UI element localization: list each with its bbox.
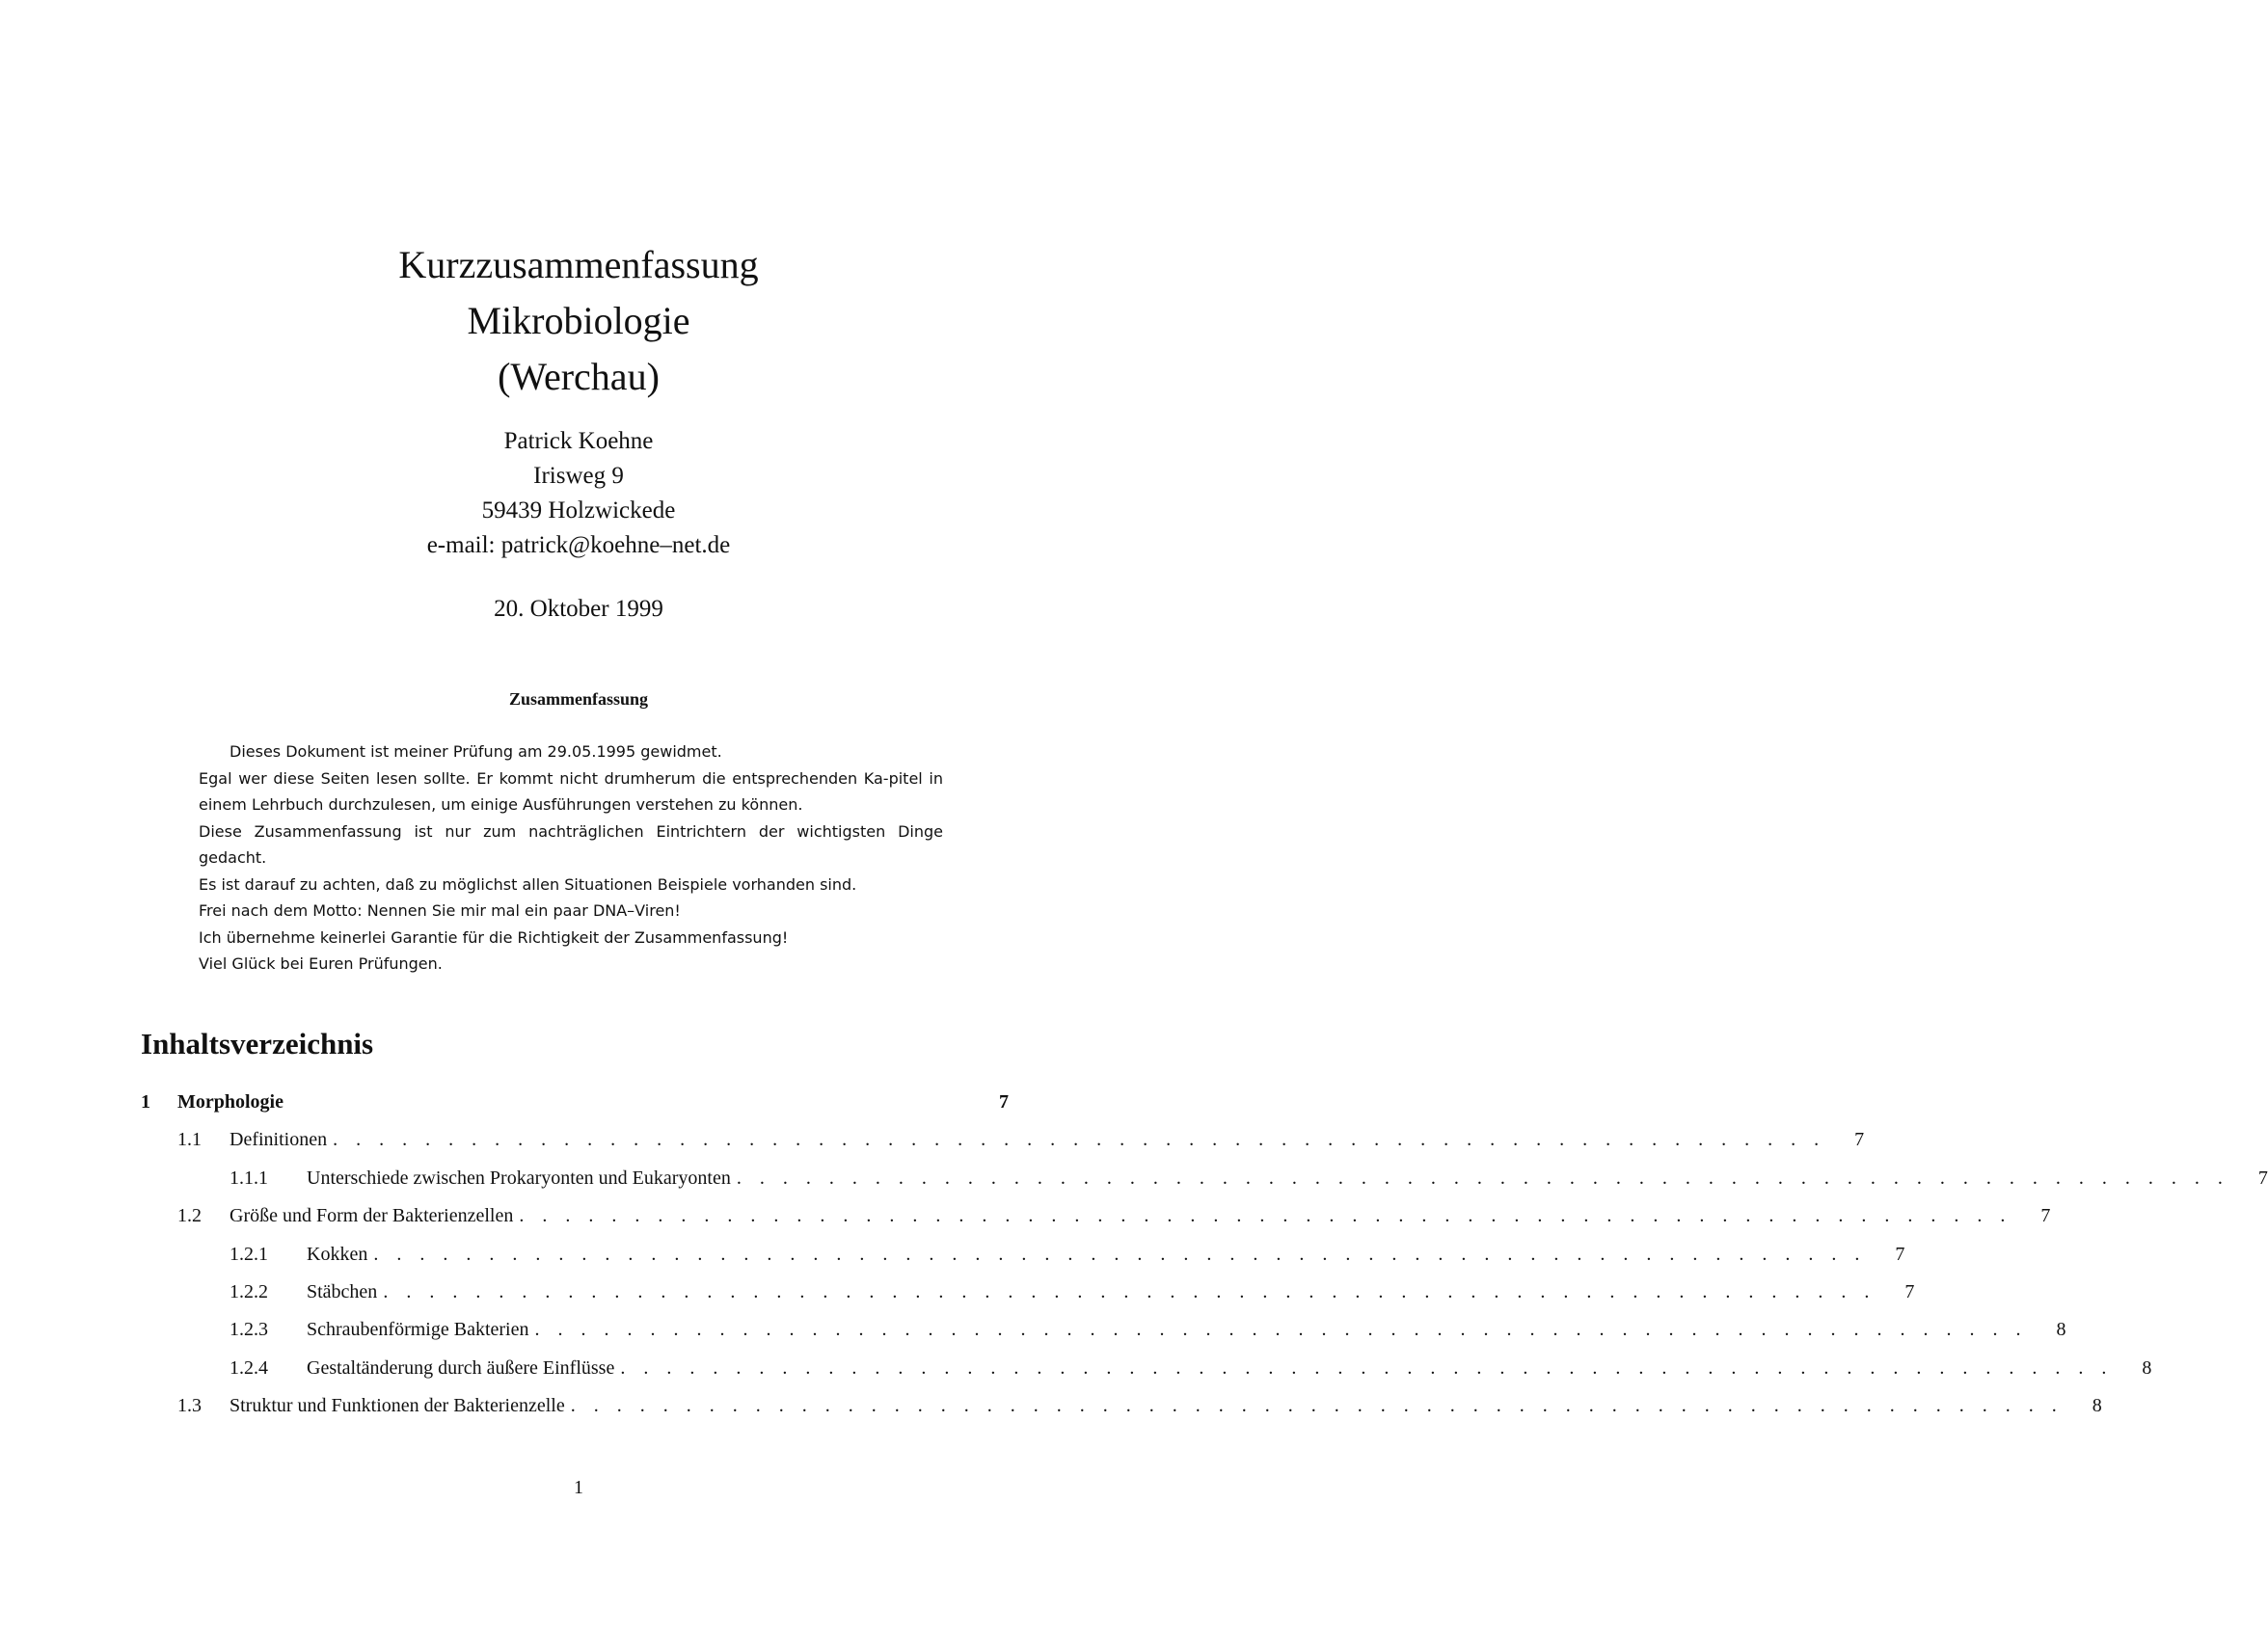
toc-entry-title: Stäbchen [307, 1281, 383, 1303]
toc-dot-leader: . . . . . . . . . . . . . . . . . . . . . . . . . . . . . . . . . . . . . . . . . . . . . . . . . . . . . . . . . . . . . . . . . [534, 1319, 2028, 1341]
toc-entry[interactable] [141, 1280, 1915, 1319]
toc-dot-leader: . . . . . . . . . . . . . . . . . . . . . . . . . . . . . . . . . . . . . . . . . . . . . . . . . . . . . . . . . . . . . . . . . [519, 1205, 2012, 1227]
abstract [199, 738, 943, 978]
toc-entry-page: 7 [2257, 1167, 2268, 1189]
toc-entry-page: 7 [1854, 1129, 1865, 1151]
toc-entry-title: Kokken [307, 1244, 373, 1266]
toc-entry-number: 1 [141, 1091, 150, 1113]
toc-entry-number: 1.2 [177, 1205, 202, 1227]
toc-entry-title: Unterschiede zwischen Prokaryonten und Eukaryonten [307, 1167, 737, 1190]
toc-entry[interactable] [141, 1395, 2102, 1433]
toc-entry-number: 1.2.2 [230, 1280, 268, 1302]
toc-entry-number: 1.2.3 [230, 1319, 268, 1341]
toc-entry-number: 1.2.4 [230, 1356, 268, 1379]
abstract-heading: Zusammenfassung [508, 689, 649, 709]
toc-entry-page: 8 [2092, 1395, 2102, 1417]
toc-entry-number: 1.1 [177, 1129, 202, 1151]
author-email: e-mail: patrick@koehne–net.de [426, 532, 731, 558]
abstract-line: Viel Glück bei Euren Prüfungen. [199, 954, 443, 973]
toc-entry-page: 7 [1904, 1280, 1915, 1302]
toc-entry[interactable] [141, 1167, 2268, 1205]
toc-entry-page: 7 [2040, 1205, 2051, 1227]
toc-entry-number: 1.3 [177, 1395, 202, 1417]
abstract-line: Egal wer diese Seiten lesen sollte. Er kommt nicht drumherum die entsprechenden Ka-pitel in einem Lehrbuch durchzulesen, um einige Ausführungen verstehen zu können. [199, 768, 943, 814]
toc-entry-title: Definitionen [230, 1129, 333, 1151]
toc-entry[interactable] [141, 1091, 1009, 1129]
toc-dot-leader: . . . . . . . . . . . . . . . . . . . . . . . . . . . . . . . . . . . . . . . . . . . . . . . . . . . . . . . . . . . . . . . . . [620, 1356, 2114, 1379]
toc-entry-page: 8 [2056, 1319, 2066, 1341]
page-number: 1 [574, 1477, 583, 1498]
toc-entry-page: 8 [2142, 1356, 2152, 1379]
title-line-3: (Werchau) [498, 355, 660, 398]
toc-entry-title: Größe und Form der Bakterienzellen [230, 1205, 519, 1227]
author-city: 59439 Holzwickede [481, 497, 676, 523]
toc-entry-number: 1.2.1 [230, 1243, 268, 1265]
document-title [0, 237, 1157, 405]
abstract-line: Es ist darauf zu achten, daß zu möglichst allen Situationen Beispiele vorhanden sind. [199, 874, 857, 894]
toc-entry-page: 7 [1895, 1243, 1905, 1265]
table-of-contents [141, 1091, 2268, 1434]
abstract-line: Diese Zusammenfassung ist nur zum nachträglichen Eintrichtern der wichtigsten Dinge gedacht. [199, 821, 943, 867]
toc-entry-title: Schraubenförmige Bakterien [307, 1319, 534, 1341]
toc-dot-leader: . . . . . . . . . . . . . . . . . . . . . . . . . . . . . . . . . . . . . . . . . . . . . . . . . . . . . . . . . . . . . . . . . [570, 1395, 2064, 1417]
abstract-line: Ich übernehme keinerlei Garantie für die Richtigkeit der Zusammenfassung! [199, 927, 789, 947]
author-block [0, 424, 1157, 563]
author-name: Patrick Koehne [503, 428, 654, 454]
toc-entry[interactable] [141, 1129, 1865, 1167]
toc-entry[interactable] [141, 1356, 2152, 1395]
abstract-line: Frei nach dem Motto: Nennen Sie mir mal ein paar DNA–Viren! [199, 901, 681, 920]
abstract-line: Dieses Dokument ist meiner Prüfung am 29.05.1995 gewidmet. [230, 742, 722, 761]
toc-dot-leader: . . . . . . . . . . . . . . . . . . . . . . . . . . . . . . . . . . . . . . . . . . . . . . . . . . . . . . . . . . . . . . . . . [383, 1280, 1876, 1302]
toc-entry-number: 1.1.1 [230, 1167, 268, 1189]
toc-dot-leader: . . . . . . . . . . . . . . . . . . . . . . . . . . . . . . . . . . . . . . . . . . . . . . . . . . . . . . . . . . . . . . . . . [736, 1167, 2229, 1189]
toc-entry-title: Struktur und Funktionen der Bakterienzelle [230, 1395, 571, 1417]
toc-entry-title: Morphologie [177, 1091, 289, 1114]
document-date: 20. Oktober 1999 [494, 596, 663, 622]
toc-dot-leader: . . . . . . . . . . . . . . . . . . . . . . . . . . . . . . . . . . . . . . . . . . . . . . . . . . . . . . . . . . . . . . . . . [373, 1243, 1867, 1265]
toc-heading: Inhaltsverzeichnis [141, 1027, 374, 1060]
title-line-2: Mikrobiologie [467, 299, 690, 342]
toc-entry[interactable] [141, 1243, 1905, 1281]
toc-entry-page: 7 [999, 1091, 1009, 1113]
toc-entry-title: Gestaltänderung durch äußere Einflüsse [307, 1357, 620, 1380]
title-line-1: Kurzzusammenfassung [398, 243, 759, 286]
author-street: Irisweg 9 [533, 463, 624, 489]
toc-entry[interactable] [141, 1205, 2051, 1243]
toc-entry[interactable] [141, 1319, 2066, 1356]
toc-dot-leader: . . . . . . . . . . . . . . . . . . . . . . . . . . . . . . . . . . . . . . . . . . . . . . . . . . . . . . . . . . . . . . . . . [333, 1129, 1826, 1151]
